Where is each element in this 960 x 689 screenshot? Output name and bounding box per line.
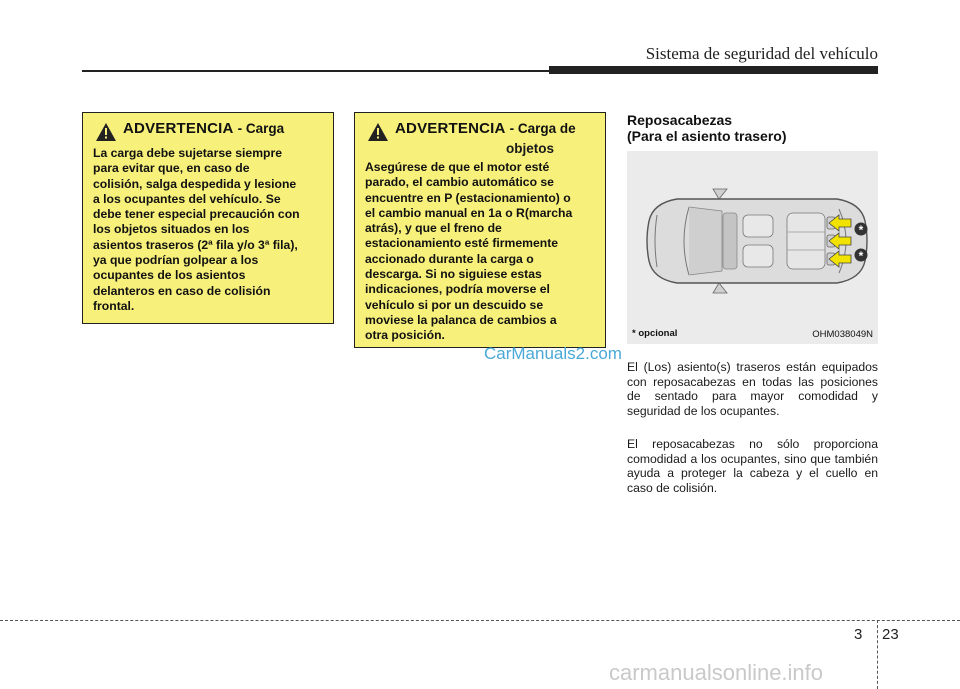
- warning-line: Asegúrese de que el motor esté: [365, 160, 550, 174]
- warning-triangle-icon: [95, 122, 117, 142]
- windshield: [689, 207, 722, 275]
- warning-line: asientos traseros (2ª fila y/o 3ª fila),: [93, 237, 298, 252]
- warning-box-objects: [354, 112, 606, 348]
- section-title: [627, 112, 787, 144]
- car-top-view-illustration: [627, 151, 878, 344]
- warning-line: indicaciones, podría moverse el: [365, 282, 550, 297]
- rear-seat-bench: [787, 213, 825, 269]
- watermark-top: CarManuals2.com: [484, 344, 622, 363]
- footer-rule: [0, 620, 960, 621]
- header-rule-thin: [82, 70, 552, 72]
- warning-text: [365, 160, 595, 344]
- warning-line: descarga. Si no siguiese estas: [365, 267, 542, 282]
- warning-heading-sub2: objetos: [505, 141, 554, 156]
- section-title-line1: Reposacabezas: [627, 112, 733, 128]
- warning-line: otra posición.: [365, 328, 445, 343]
- warning-text: [93, 146, 323, 314]
- running-header-title: Sistema de seguridad del vehículo: [645, 44, 878, 63]
- side-mirror-left: [713, 189, 727, 199]
- warning-line: delanteros en caso de colisión: [93, 283, 271, 298]
- warning-line: a los ocupantes del vehículo. Se: [93, 191, 281, 206]
- warning-line: debe tener especial precaución con: [93, 207, 300, 222]
- footer-divider: [877, 620, 878, 689]
- warning-heading: [95, 121, 323, 142]
- dashboard: [723, 213, 737, 269]
- figure-note: * opcional: [632, 328, 678, 339]
- section-title-line2: (Para el asiento trasero): [627, 128, 787, 144]
- body-paragraph: El reposacabezas no sólo proporciona comodidad a los ocupantes, sino que también ayuda a proteger la cabeza y el cuello en caso de colisión.: [627, 437, 878, 495]
- warning-line: los objetos situados en los: [93, 222, 250, 237]
- warning-line: encuentre en P (estacionamiento) o: [365, 190, 571, 205]
- page-number: 23: [882, 626, 899, 643]
- optional-marker-symbol: *: [858, 223, 864, 237]
- warning-line: atrás), y que el freno de: [365, 221, 502, 236]
- front-seat-left: [743, 215, 773, 237]
- headrest-figure: [627, 151, 878, 344]
- warning-line: para evitar que, en caso de: [93, 161, 250, 176]
- warning-heading-sub: - Carga de: [509, 121, 576, 136]
- watermark-bottom: carmanualsonline.info: [609, 660, 824, 685]
- warning-line: moviese la palanca de cambios a: [365, 312, 557, 327]
- warning-line: accionado durante la carga o: [365, 251, 534, 266]
- warning-heading: [367, 121, 595, 142]
- page-chapter: 3: [854, 626, 863, 643]
- warning-line: frontal.: [93, 298, 135, 313]
- figure-code: OHM038049N: [812, 329, 873, 340]
- warning-line: vehículo si por un descuido se: [365, 297, 544, 312]
- warning-line: La carga debe sujetarse siempre: [93, 146, 283, 160]
- warning-line: ocupantes de los asientos: [93, 268, 246, 283]
- warning-heading-word: ADVERTENCIA: [395, 120, 506, 137]
- optional-marker-symbol: *: [858, 249, 864, 263]
- warning-line: parado, el cambio automático se: [365, 175, 554, 190]
- warning-line: el cambio manual en 1a o R(marcha: [365, 205, 573, 220]
- warning-heading-word: ADVERTENCIA: [123, 120, 234, 137]
- front-seat-right: [743, 245, 773, 267]
- warning-line: ya que podrían golpear a los: [93, 253, 259, 268]
- warning-heading-sub: - Carga: [237, 121, 285, 136]
- side-mirror-right: [713, 283, 727, 293]
- warning-line: estacionamiento esté firmemente: [365, 236, 559, 251]
- body-paragraph: El (Los) asiento(s) traseros están equipados con reposacabezas en todas las posiciones de sentado para mayor comodidad y seguridad de los ocupantes.: [627, 360, 878, 418]
- warning-triangle-icon: [367, 122, 389, 142]
- header-rule-thick: [549, 66, 878, 74]
- warning-line: colisión, salga despedida y lesione: [93, 176, 297, 191]
- warning-box-cargo: [82, 112, 334, 324]
